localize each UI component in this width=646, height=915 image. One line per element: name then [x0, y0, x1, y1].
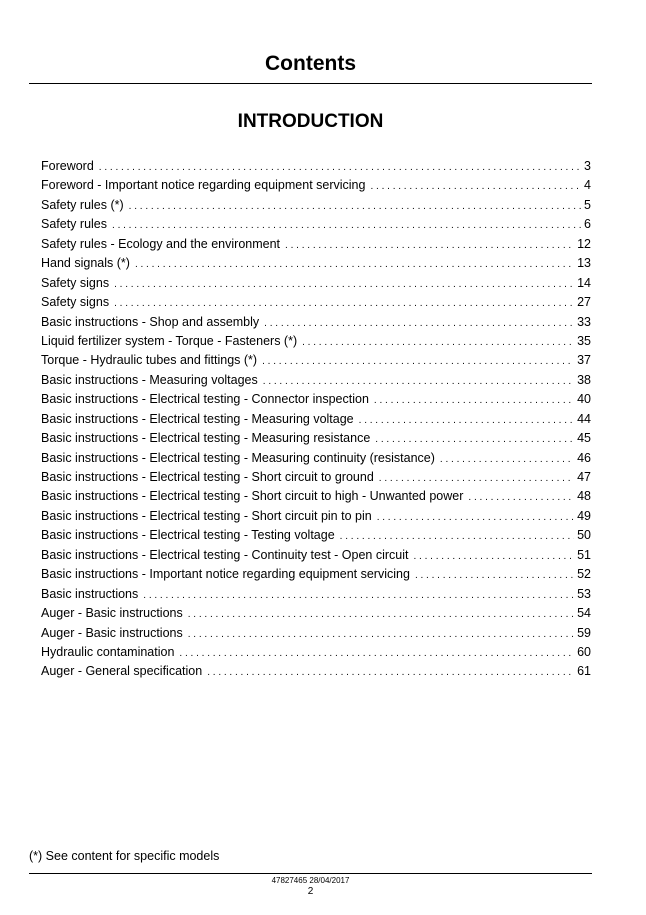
dot-leader [440, 450, 574, 469]
toc-entry[interactable] [41, 468, 591, 487]
toc-entry[interactable] [41, 604, 591, 623]
toc-entry[interactable] [41, 371, 591, 390]
toc-entry-page[interactable]: 47 [577, 470, 591, 484]
toc-entry[interactable] [41, 546, 591, 565]
toc-entry-title[interactable]: Basic instructions - Electrical testing - Short circuit to ground [41, 470, 374, 484]
dot-leader [379, 469, 574, 488]
toc-entry[interactable] [41, 449, 591, 468]
page-number: 2 [307, 886, 314, 897]
toc-entry-title[interactable]: Foreword [41, 159, 94, 173]
toc-entry-page[interactable]: 12 [577, 236, 591, 251]
dot-leader [262, 352, 574, 371]
bottom-divider [29, 873, 592, 874]
toc-entry[interactable] [41, 429, 591, 448]
toc-entry[interactable] [41, 487, 591, 506]
toc-entry[interactable] [41, 215, 591, 234]
dot-leader [135, 255, 574, 274]
toc-entry[interactable] [41, 585, 591, 604]
toc-entry-title[interactable]: Torque - Hydraulic tubes and fittings (*) [41, 353, 258, 368]
dot-leader [129, 197, 581, 216]
toc-entry-title[interactable]: Basic instructions - Electrical testing - Measuring voltage [41, 411, 354, 426]
table-of-contents [41, 157, 591, 682]
dot-leader [302, 333, 574, 352]
toc-entry-page[interactable]: 14 [577, 275, 591, 290]
dot-leader [179, 644, 574, 663]
toc-entry-page[interactable]: 61 [577, 664, 591, 679]
document-code: 47827465 28/04/2017 [271, 876, 350, 885]
toc-entry[interactable] [41, 565, 591, 584]
dot-leader [264, 314, 574, 333]
toc-entry[interactable] [41, 157, 591, 176]
toc-entry-page[interactable]: 60 [577, 644, 591, 659]
toc-entry-title[interactable]: Basic instructions [41, 586, 139, 601]
dot-leader [468, 488, 574, 507]
toc-entry[interactable] [41, 390, 591, 409]
toc-entry-page[interactable]: 33 [577, 314, 591, 329]
toc-entry-page[interactable]: 48 [577, 489, 591, 504]
dot-leader [285, 236, 574, 255]
dot-leader [188, 625, 574, 644]
toc-entry-title[interactable]: Foreword - Important notice regarding equipment servicing [41, 178, 366, 193]
toc-entry[interactable] [41, 507, 591, 526]
dot-leader [375, 430, 574, 449]
toc-entry-title[interactable]: Safety rules [41, 217, 108, 232]
toc-entry-title[interactable]: Hand signals (*) [41, 256, 130, 271]
dot-leader [99, 158, 581, 177]
toc-entry-title[interactable]: Safety signs [41, 275, 110, 290]
toc-entry-page[interactable]: 4 [584, 178, 591, 193]
toc-entry[interactable] [41, 526, 591, 545]
toc-entry-title[interactable]: Basic instructions - Electrical testing - Testing voltage [41, 528, 335, 543]
toc-entry[interactable] [41, 332, 591, 351]
dot-leader [377, 508, 574, 527]
toc-entry[interactable] [41, 351, 591, 370]
toc-entry-page[interactable]: 27 [577, 295, 591, 310]
toc-entry-page[interactable]: 3 [584, 159, 591, 173]
dot-leader [207, 663, 574, 682]
toc-entry-title[interactable]: Basic instructions - Electrical testing - Short circuit to high - Unwanted power [41, 489, 464, 504]
dot-leader [370, 177, 581, 196]
toc-entry-title[interactable]: Safety rules - Ecology and the environment [41, 236, 281, 251]
toc-entry[interactable] [41, 235, 591, 254]
dot-leader [188, 605, 574, 624]
toc-entry[interactable] [41, 274, 591, 293]
toc-entry-page[interactable]: 6 [584, 217, 591, 232]
toc-entry-page[interactable]: 45 [577, 431, 591, 446]
toc-entry-page[interactable]: 38 [577, 372, 591, 387]
toc-entry[interactable] [41, 643, 591, 662]
toc-entry-title[interactable]: Auger - General specification [41, 664, 203, 679]
toc-entry-page[interactable]: 49 [577, 508, 591, 523]
toc-entry-page[interactable]: 50 [577, 528, 591, 543]
toc-entry[interactable] [41, 254, 591, 273]
top-divider [29, 83, 592, 84]
toc-entry-title[interactable]: Basic instructions - Electrical testing - Measuring continuity (resistance) [41, 450, 435, 465]
dot-leader [414, 547, 575, 566]
toc-entry-page[interactable]: 37 [577, 353, 591, 368]
toc-entry-page[interactable]: 59 [577, 625, 591, 640]
toc-entry[interactable] [41, 176, 591, 195]
toc-entry-title[interactable]: Hydraulic contamination [41, 644, 175, 659]
toc-entry-title[interactable]: Basic instructions - Electrical testing - Connector inspection [41, 392, 369, 407]
dot-leader [415, 566, 574, 585]
toc-entry-title[interactable]: Basic instructions - Electrical testing - Continuity test - Open circuit [41, 547, 409, 562]
toc-entry-title[interactable]: Safety rules (*) [41, 197, 124, 212]
section-heading: INTRODUCTION [237, 111, 384, 132]
dot-leader [340, 527, 574, 546]
dot-leader [359, 411, 574, 430]
footnote: (*) See content for specific models [29, 849, 220, 863]
toc-entry-page[interactable]: 13 [577, 256, 591, 271]
toc-entry[interactable] [41, 624, 591, 643]
toc-entry-page[interactable]: 46 [577, 450, 591, 465]
toc-entry-title[interactable]: Safety signs [41, 295, 110, 310]
dot-leader [114, 294, 574, 313]
toc-entry-title[interactable]: Basic instructions - Electrical testing - Short circuit pin to pin [41, 508, 372, 523]
toc-entry-page[interactable]: 35 [577, 333, 591, 348]
toc-entry-page[interactable]: 54 [577, 606, 591, 621]
toc-entry[interactable] [41, 293, 591, 312]
toc-entry[interactable] [41, 410, 591, 429]
toc-entry[interactable] [41, 196, 591, 215]
toc-entry[interactable] [41, 313, 591, 332]
toc-entry-title[interactable]: Basic instructions - Measuring voltages [41, 372, 258, 387]
toc-entry-page[interactable]: 53 [577, 586, 591, 601]
toc-entry-title[interactable]: Basic instructions - Electrical testing - Measuring resistance [41, 431, 371, 446]
toc-entry-title[interactable]: Basic instructions - Shop and assembly [41, 314, 260, 329]
toc-entry-title[interactable]: Liquid fertilizer system - Torque - Fasteners (*) [41, 333, 298, 348]
toc-entry-page[interactable]: 5 [584, 197, 591, 212]
toc-entry-page[interactable]: 40 [577, 392, 591, 407]
toc-entry-page[interactable]: 44 [577, 411, 591, 426]
dot-leader [263, 372, 574, 391]
dot-leader [374, 391, 574, 410]
dot-leader [112, 216, 581, 235]
dot-leader [143, 586, 574, 605]
page-title: Contents [265, 52, 356, 75]
toc-entry-title[interactable]: Auger - Basic instructions [41, 606, 183, 621]
toc-entry[interactable] [41, 662, 591, 681]
toc-entry-page[interactable]: 51 [577, 547, 591, 562]
dot-leader [114, 275, 574, 294]
toc-entry-page[interactable]: 52 [577, 567, 591, 582]
toc-entry-title[interactable]: Auger - Basic instructions [41, 625, 183, 640]
toc-entry-title[interactable]: Basic instructions - Important notice regarding equipment servicing [41, 567, 410, 582]
